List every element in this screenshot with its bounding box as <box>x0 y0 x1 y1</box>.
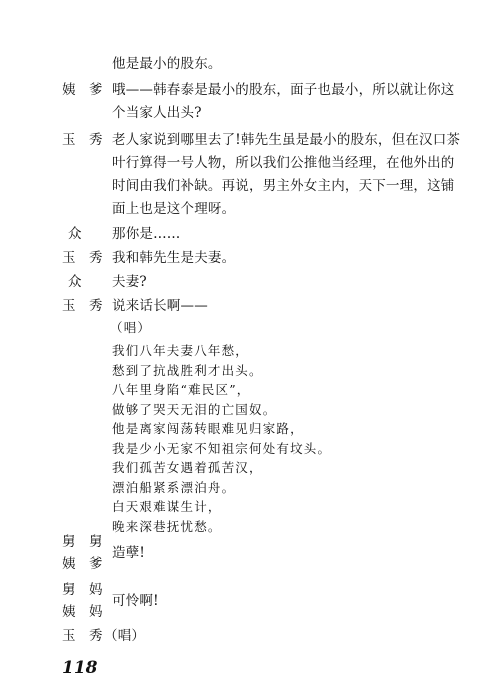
page-number: 118 <box>62 658 98 678</box>
dialogue-line: 哦——韩春泰是最小的股东，面子也最小，所以就让你这 <box>112 82 455 98</box>
dialogue-line: 时间由我们补缺。再说，男主外女主内，天下一理，这铺 <box>112 178 455 194</box>
song-line: 八年里身陷“难民区”， <box>112 382 251 397</box>
speaker-label: 姨 爹 <box>62 82 103 98</box>
dialogue-line: 叶行算得一号人物，所以我们公推他当经理，在他外出的 <box>112 155 455 171</box>
song-line: 我们八年夫妻八年愁， <box>112 343 250 358</box>
song-line: 白天艰难谋生计， <box>112 499 222 514</box>
dialogue-line: 我和韩先生是夫妻。 <box>112 250 236 266</box>
speaker-label: 姨 妈 <box>62 604 103 620</box>
song-line: 我是少小无家不知祖宗何处有坟头。 <box>112 440 332 456</box>
dialogue-line: 造孽! <box>112 545 146 561</box>
speaker-label: 玉 秀 <box>62 628 103 644</box>
dialogue-line: 可怜啊! <box>112 593 159 609</box>
song-line: 愁到了抗战胜利才出头。 <box>112 362 263 378</box>
dialogue-line: 夫妻? <box>112 274 147 290</box>
dialogue-line: 那你是…… <box>112 226 181 242</box>
speaker-label: 玉 秀 <box>62 132 103 148</box>
speaker-label: 舅 舅 <box>62 534 103 550</box>
stage-direction: （唱） <box>110 320 152 335</box>
dialogue-line: 个当家人出头? <box>112 105 202 121</box>
speaker-label: 舅 妈 <box>62 582 103 598</box>
speaker-label: 众 <box>68 226 82 242</box>
song-line: 做够了哭天无泪的亡国奴。 <box>112 401 277 417</box>
speaker-label: 玉 秀 <box>62 298 103 314</box>
dialogue-line: 面上也是这个理呀。 <box>112 201 236 217</box>
speaker-label: 姨 爹 <box>62 556 103 572</box>
dialogue-line: 说来话长啊—— <box>112 298 208 314</box>
dialogue-line: 他是最小的股东。 <box>112 56 222 72</box>
song-line: 他是离家闯荡转眼难见归家路， <box>112 421 304 436</box>
stage-direction: （唱） <box>104 628 146 644</box>
song-line: 我们孤苦女遇着孤苦汉， <box>112 460 263 475</box>
speaker-label: 众 <box>68 274 82 290</box>
speaker-label: 玉 秀 <box>62 250 103 266</box>
dialogue-line: 老人家说到哪里去了!韩先生虽是最小的股东，但在汉口茶 <box>112 132 461 148</box>
song-line: 晚来深巷抚忧愁。 <box>112 518 222 534</box>
song-line: 漂泊船紧系漂泊舟。 <box>112 479 236 495</box>
